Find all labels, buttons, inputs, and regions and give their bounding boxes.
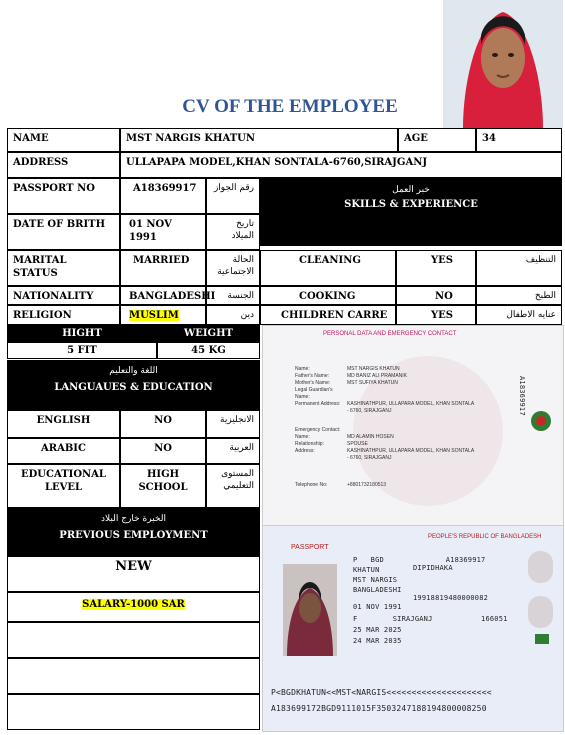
contact-field-value: MD BANIZ ALI PRAMANIK [347,373,408,379]
lang-english-value: NO [120,410,206,438]
lang-english-label: ENGLISH [7,410,120,438]
passport-label: PASSPORT [291,544,329,551]
emergency-contact-document [262,325,564,527]
contact-field-value: MST NARGIS KHATUN [347,366,400,372]
mrz-line-1: P<BGDKHATUN<<MST<NARGIS<<<<<<<<<<<<<<<<<<<<< [271,688,492,697]
contact-field-key: Emergency Contact: [295,427,341,433]
hight-value: 5 FIT [7,342,157,359]
lang-arabic-value: NO [120,438,206,464]
contact-field-key: Telephone No: [295,482,328,488]
lang-english-ar: الانجليزية [206,410,260,438]
blank-row-3 [7,694,260,730]
passport-birthplace: SIRAJGANJ [392,615,433,623]
skill-children-label: CHILDREN CARRE [260,305,396,325]
skills-header-ar: خبر العمل [392,185,430,195]
seal-icon [531,411,551,431]
passport-authority: DIPIDHAKA [413,564,453,572]
passport-office-no: 166051 [481,615,508,623]
lang-arabic-label: ARABIC [7,438,120,464]
marital-value: MARRIED [120,250,206,286]
contact-doc-vertical-number: A18369917 [518,376,526,416]
contact-doc-header: PERSONAL DATA AND EMERGENCY CONTACT [323,331,457,337]
contact-field-value: KASHINATHPUR, ULLAPARA MODEL, KHAN SONTALA - 6760, SIRAJGANJ [347,401,474,414]
contact-field [295,380,515,387]
contact-field-value: KASHINATHPUR, ULLAPARA MODEL, KHAN SONTALA - 6760, SIRAJGANJ [347,448,474,461]
nationality-value: BANGLADESHI [120,286,206,305]
nationality-ar: الجنسة [206,286,260,305]
skill-children-ar: عنايه الاطفال [476,305,562,325]
passport-ar: رقم الجواز [206,178,260,214]
skills-header [260,178,562,246]
contact-field-key: Name: [295,366,310,372]
marital-label: MARITAL STATUS [7,250,120,286]
contact-field-value: +8801732180513 [347,482,387,488]
contact-field-key: Legal Guardian's Name: [295,387,333,400]
contact-field-key: Address: [295,448,315,454]
age-label: AGE [398,128,476,152]
skill-cleaning-label: CLEANING [260,250,396,286]
blank-row-1 [7,622,260,658]
previous-header [7,508,260,556]
contact-field [295,448,515,462]
passport-type: P [353,556,358,564]
religion-value-cell [120,305,206,325]
contact-field [295,366,515,373]
education-value: HIGH SCHOOL [120,464,206,508]
contact-field-key: Father's Name: [295,373,330,379]
name-value: MST NARGIS KHATUN [120,128,398,152]
skill-children-value: YES [396,305,476,325]
dob-label: DATE OF BRITH [7,214,120,250]
education-label: EDUCATIONAL LEVEL [7,464,120,508]
marital-ar: الحالة الاجتماعية [206,250,260,286]
contact-field [295,434,515,441]
previous-header-ar: الخبرة خارج البلاد [101,514,166,524]
passport-type-row [353,556,508,564]
contact-field [295,441,515,448]
address-label: ADDRESS [7,152,120,178]
previous-header-text: PREVIOUS EMPLOYMENT [59,530,208,541]
contact-field-key: Mother's Name: [295,380,331,386]
passport-nationality: BANGLADESHI [353,586,402,594]
previous-status: NEW [7,556,260,592]
salary-cell [7,592,260,622]
contact-field [295,373,515,380]
salary-value: SALARY-1000 SAR [82,599,185,610]
skill-cleaning-ar: التنظيف [476,250,562,286]
contact-field-key: Relationship: [295,441,324,447]
contact-field [295,387,515,401]
weight-value: 45 KG [157,342,260,359]
passport-photo [283,564,337,656]
contact-field-key: Name: [295,434,310,440]
skills-header-text: SKILLS & EXPERIENCE [344,199,478,210]
contact-field-value: MST SUFIYA KHATUN [347,380,398,386]
languages-header [7,360,260,410]
passport-given: MST NARGIS [353,576,398,584]
lang-arabic-ar: العربية [206,438,260,464]
passport-sex: F [353,615,358,623]
languages-header-ar: اللغة والتعليم [109,366,158,376]
religion-value: MUSLIM [129,310,179,321]
passport-ghost-photo [528,551,553,583]
passport-surname: KHATUN [353,566,380,574]
passport-expiry: 24 MAR 2035 [353,637,402,645]
dob-ar: تاريخ الميلاد [206,214,260,250]
skill-cooking-ar: الطبخ [476,286,562,305]
name-label: NAME [7,128,120,152]
weight-label: WEIGHT [157,325,260,342]
passport-dob: 01 NOV 1991 [353,603,402,611]
passport-issue: 25 MAR 2025 [353,626,402,634]
mrz-line-2: A183699172BGD9111015F3503247188194800008250 [271,704,487,713]
dob-value: 01 NOV 1991 [120,214,206,250]
languages-header-text: LANGUAUES & EDUCATION [54,382,213,393]
age-value: 34 [476,128,562,152]
contact-field-value: SPOUSE [347,441,368,447]
contact-field [295,401,515,415]
passport-document [262,525,564,732]
contact-field-key: Permanent Address: [295,401,341,407]
passport-personal-no: 19918819480000082 [413,594,489,602]
skill-cleaning-value: YES [396,250,476,286]
skill-cooking-label: COOKING [260,286,396,305]
contact-field [295,427,515,434]
passport-code: BGD [370,556,384,564]
hight-label: HIGHT [7,325,157,342]
contact-field-value: MD ALAMIN HOSEN [347,434,394,440]
nationality-label: NATIONALITY [7,286,120,305]
passport-value: A18369917 [120,178,206,214]
employee-photo [443,0,563,128]
blank-row-2 [7,658,260,694]
skill-cooking-value: NO [396,286,476,305]
passport-number: A18369917 [445,556,486,564]
education-ar: المستوى التعليمي [206,464,260,508]
contact-doc-fields [295,366,515,489]
page-title: CV OF THE EMPLOYEE [182,96,398,117]
flag-icon [535,634,549,644]
passport-country: PEOPLE'S REPUBLIC OF BANGLADESH [428,534,542,540]
religion-label: RELIGION [7,305,120,325]
address-value: ULLAPAPA MODEL,KHAN SONTALA-6760,SIRAJGANJ [120,152,562,178]
religion-ar: دين [206,305,260,325]
passport-label: PASSPORT NO [7,178,120,214]
contact-field [295,482,515,489]
passport-ghost-photo-2 [528,596,553,628]
